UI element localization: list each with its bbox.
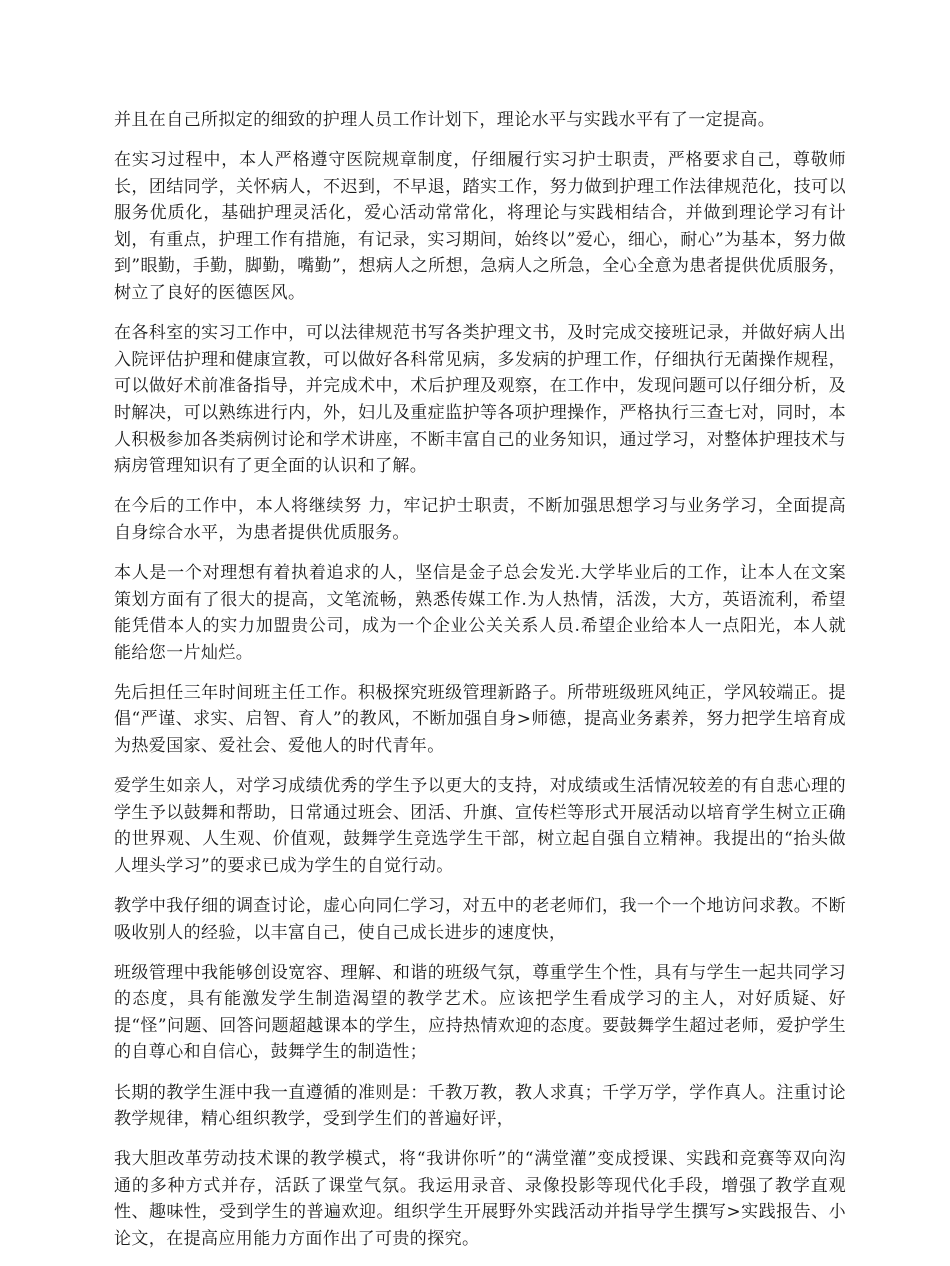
paragraph-6: 先后担任三年时间班主任工作。积极探究班级管理新路子。所带班级班风纯正，学风较端正。提倡“严谨、求实、启智、育人”的教风，不断加强自身>师德，提高业务素养，努力把学生培育成为热爱国家、爱社会、爱他人的时代青年。 [114,682,846,756]
paragraph-11: 我大胆改革劳动技术课的教学模式，将“我讲你听”的“满堂灌”变成授课、实践和竞赛等双向沟通的多种方式并存，活跃了课堂气氛。我运用录音、录像投影等现代化手段，增强了教学直观性、趣味性，受到学生的普遍欢迎。组织学生开展野外实践活动并指导学生撰写>实践报告、小论文，在提高应用能力方面作出了可贵的探究。 [114,1149,846,1249]
paragraph-8: 教学中我仔细的调查讨论，虚心向同仁学习，对五中的老老师们，我一个一个地访问求教。不断吸收别人的经验，以丰富自己，使自己成长进步的速度快， [114,895,846,943]
paragraph-2: 在实习过程中，本人严格遵守医院规章制度，仔细履行实习护士职责，严格要求自己，尊敬师长，团结同学，关怀病人，不迟到，不早退，踏实工作，努力做到护理工作法律规范化，技可以服务优质化，基础护理灵活化，爱心活动常常化，将理论与实践相结合，并做到理论学习有计划，有重点，护理工作有措施，有记录，实习期间，始终以”爱心，细心，耐心”为基本，努力做到”眼勤，手勤，脚勤，嘴勤”，想病人之所想，急病人之所急，全心全意为患者提供优质服务，树立了良好的医德医风。 [114,150,846,304]
paragraph-10: 长期的教学生涯中我一直遵循的准则是：千教万教，教人求真；千学万学，学作真人。注重讨论教学规律，精心组织教学，受到学生们的普遍好评， [114,1082,846,1130]
document-body [114,107,846,1266]
paragraph-1: 并且在自己所拟定的细致的护理人员工作计划下，理论水平与实践水平有了一定提高。 [114,110,776,130]
paragraph-4: 在今后的工作中，本人将继续努 力，牢记护士职责，不断加强思想学习与业务学习，全面提高自身综合水平，为患者提供优质服务。 [114,496,846,543]
paragraph-3: 在各科室的实习工作中，可以法律规范书写各类护理文书，及时完成交接班记录，并做好病人出入院评估护理和健康宣教，可以做好各科常见病，多发病的护理工作，仔细执行无菌操作规程，可以做好术前准备指导，并完成术中，术后护理及观察，在工作中，发现问题可以仔细分析，及时解决，可以熟练进行内，外，妇儿及重症监护等各项护理操作，严格执行三查七对，同时，本人积极参加各类病例讨论和学术讲座，不断丰富自己的业务知识，通过学习，对整体护理技术与病房管理知识有了更全面的认识和了解。 [114,323,846,477]
paragraph-7: 爱学生如亲人，对学习成绩优秀的学生予以更大的支持，对成绩或生活情况较差的有自悲心理的学生予以鼓舞和帮助，日常通过班会、团活、升旗、宣传栏等形式开展活动以培育学生树立正确的世界观、人生观、价值观，鼓舞学生竞选学生干部，树立起自强自立精神。我提出的“抬头做人埋头学习”的要求已成为学生的自觉行动。 [114,776,846,876]
paragraph-9: 班级管理中我能够创设宽容、理解、和谐的班级气氛，尊重学生个性，具有与学生一起共同学习的态度，具有能激发学生制造渴望的教学艺术。应该把学生看成学习的主人，对好质疑、好提“怪”问题、回答问题超越课本的学生，应持热情欢迎的态度。要鼓舞学生超过老师，爱护学生的自尊心和自信心，鼓舞学生的制造性； [114,962,846,1063]
paragraph-5: 本人是一个对理想有着执着追求的人，坚信是金子总会发光.大学毕业后的工作，让本人在文案策划方面有了很大的提高，文笔流畅，熟悉传媒工作.为人热情，活泼，大方，英语流利，希望能凭借本人的实力加盟贵公司，成为一个企业公关关系人员.希望企业给本人一点阳光，本人就能给您一片灿烂。 [114,562,846,663]
